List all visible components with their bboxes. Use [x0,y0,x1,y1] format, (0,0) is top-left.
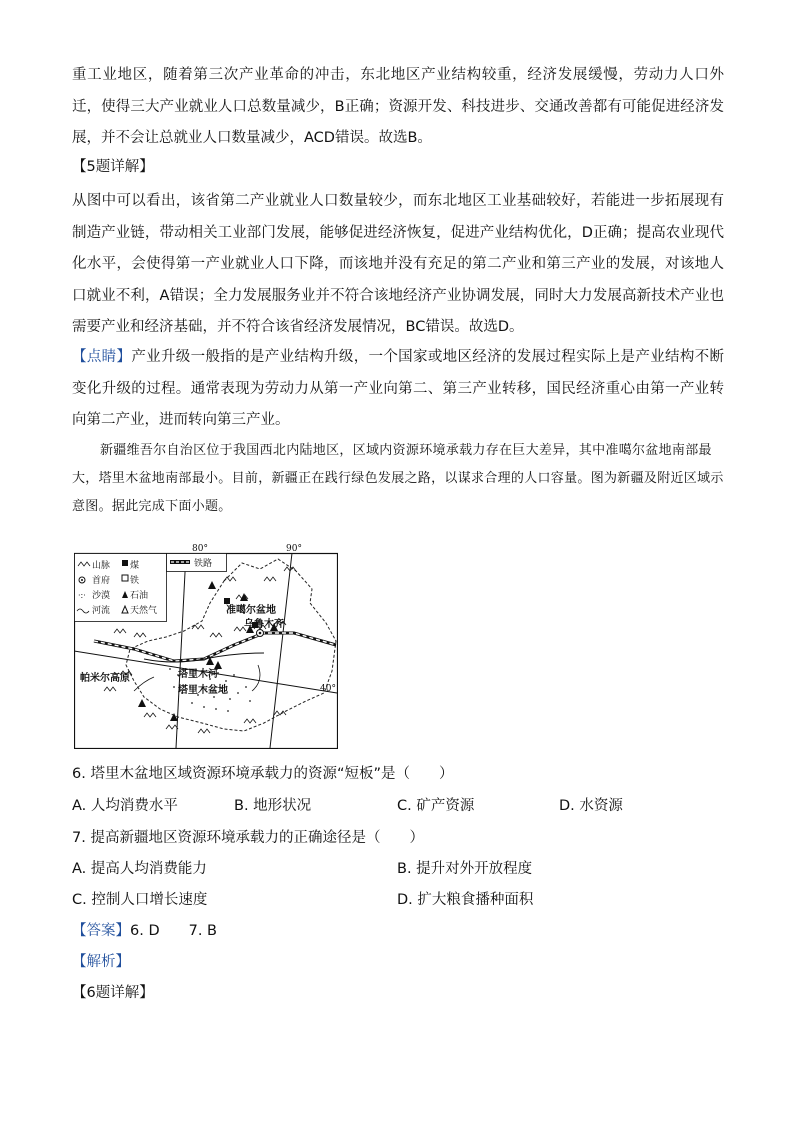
passage-intro: 新疆维吾尔自治区位于我国西北内陆地区，区域内资源环境承载力存在巨大差异，其中准噶尔盆地南部最大，塔里木盆地南部最小。目前，新疆正在践行绿色发展之路，以谋求合理的人口容量。图为新疆及附近区域示意图。据此完成下面小题。 [72,443,724,514]
q7-option-d: D. 扩大粮食播种面积 [397,892,534,908]
lon-label-80: 80° [192,544,208,554]
q6-option-c: C. 矿产资源 [397,798,475,814]
place-label: 乌鲁木齐 [244,619,284,630]
legend-label: 首府 [92,576,111,586]
bracket-open: 【 [72,159,87,175]
legend-label: 河流 [92,606,111,616]
xinjiang-map [74,541,338,749]
place-label: 帕米尔高原 [80,673,130,684]
place-label: 塔里木河 [178,669,218,680]
legend-label: 石油 [130,591,149,601]
q7-option-c: C. 控制人口增长速度 [72,892,208,908]
question-7-stem: 7. 提高新疆地区资源环境承载力的正确途径是（ ） [72,830,424,846]
question-6-stem: 6. 塔里木盆地区域资源环境承载力的资源“短板”是（ ） [72,766,454,782]
legend-label: 铁路 [194,559,213,569]
answer-line [72,920,217,942]
answer-text: 6. D 7. B [130,923,217,939]
place-label: 塔里木盆地 [178,685,228,696]
q7-option-b: B. 提升对外开放程度 [397,861,533,877]
paragraph-dianjing [72,342,724,437]
section-label: 5题详解 [86,159,140,175]
coal-marker [224,598,230,604]
place-label: 准噶尔盆地 [226,605,276,616]
svg-text:·:·: ·:· [78,591,86,600]
legend-label: 天然气 [130,606,158,616]
jiexi-label: 解析 [86,954,116,970]
q6-option-a: A. 人均消费水平 [72,798,178,814]
paragraph-q5-explanation: 从图中可以看出，该省第二产业就业人口数量较少，而东北地区工业基础较好，若能进一步拓展现有制造产业链，带动相关工业部门发展，能够促进经济恢复，促进产业结构优化，D正确；提高农业现代化水平，会使得第一产业就业人口下降，而该地并没有充足的第二产业和第三产业的发展，对该地人口就业不利，A错误；全力发展服务业并不符合该地经济产业协调发展，同时大力发展高新技术产业也需要产业和经济基础，并不符合该省经济发展情况，BC错误。故选D。 [72,193,724,335]
legend-label: 铁 [130,576,140,586]
bracket-close: 】 [139,159,154,175]
paragraph-previous-explanation: 重工业地区，随着第三次产业革命的冲击，东北地区产业结构较重，经济发展缓慢，劳动力人口外迁，使得三大产业就业人口总数量减少，B正确；资源开发、科技进步、交通改善都有可能促进经济发展，并不会让总就业人口数量减少，ACD错误。故选B。 [72,67,724,146]
legend-label: 煤 [130,561,140,571]
answer-label: 【答案】 [72,923,130,939]
q6-option-b: B. 地形状况 [234,798,312,814]
lat-label-40: 40° [320,684,336,694]
section-header-q6: 【6题详解】 [72,985,154,1001]
jiexi-header: 【解析】 [72,954,130,970]
q6-option-d: D. 水资源 [559,798,623,814]
section-header-q5 [72,156,154,178]
legend-label: 沙漠 [92,591,111,601]
lon-label-90: 90° [286,544,302,554]
section-label: 6题详解 [86,985,140,1001]
dianjing-text: 产业升级一般指的是产业结构升级，一个国家或地区经济的发展过程实际上是产业结构不断变化升级的过程。通常表现为劳动力从第一产业向第二、第三产业转移，国民经济重心由第一产业转向第二产业，进而转向第三产业。 [72,349,725,428]
legend-label: 山脉 [92,561,111,571]
q7-option-a: A. 提高人均消费能力 [72,861,207,877]
dianjing-label: 【点睛】 [72,349,132,365]
